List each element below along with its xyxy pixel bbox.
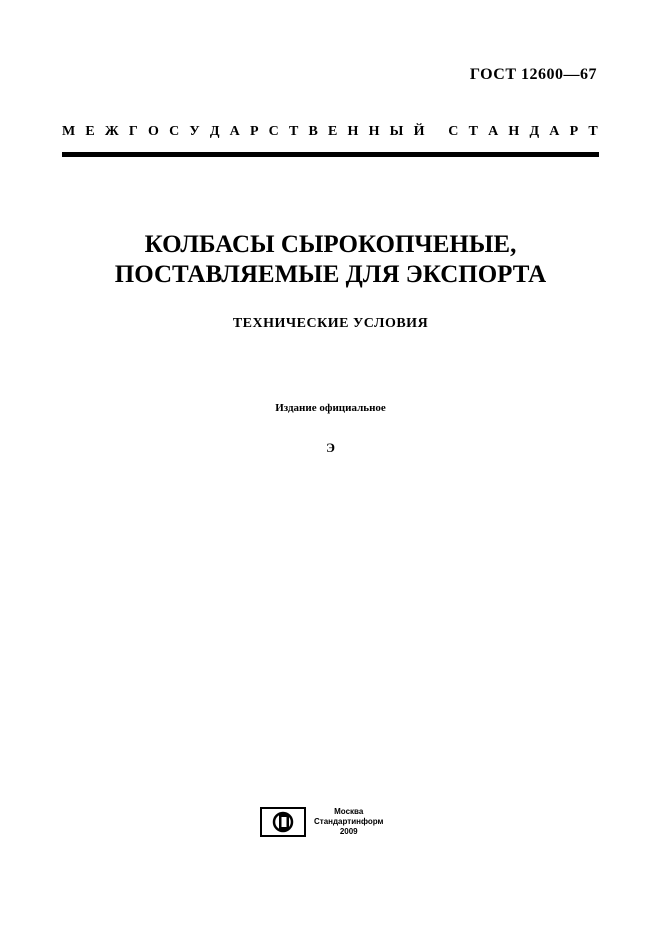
document-code: ГОСТ 12600—67 bbox=[469, 66, 597, 83]
standard-type-letter: С bbox=[169, 124, 180, 139]
standard-type-letter: С bbox=[268, 124, 279, 139]
standard-type-letter: Ы bbox=[389, 124, 404, 139]
standard-type-letter: Р bbox=[569, 124, 579, 139]
standard-type-letter: Н bbox=[368, 124, 380, 139]
document-title bbox=[0, 230, 661, 290]
standartinform-logo-icon bbox=[260, 807, 306, 837]
publisher-name: Стандартинформ bbox=[314, 817, 384, 826]
standard-type-letter: Р bbox=[249, 124, 259, 139]
standard-type-letter: А bbox=[488, 124, 499, 139]
edition-mark: Э bbox=[326, 440, 335, 455]
standard-type-letter: Н bbox=[508, 124, 520, 139]
standard-type bbox=[62, 124, 598, 140]
standard-type-letter: С bbox=[448, 124, 459, 139]
publisher-block bbox=[260, 806, 383, 838]
document-subtitle: ТЕХНИЧЕСКИЕ УСЛОВИЯ bbox=[232, 316, 429, 331]
standard-type-letter: О bbox=[148, 124, 159, 139]
publisher-year: 2009 bbox=[339, 827, 358, 836]
standard-type-letter: Й bbox=[413, 124, 425, 139]
standard-type-letter: Д bbox=[529, 124, 540, 139]
standard-type-letter: Т bbox=[468, 124, 478, 139]
publisher-city: Москва bbox=[334, 807, 364, 816]
header-rule bbox=[62, 152, 599, 157]
standard-type-letter: Е bbox=[85, 124, 95, 139]
standard-type-letter: В bbox=[308, 124, 318, 139]
standard-type-letter: У bbox=[189, 124, 200, 139]
standard-type-letter: М bbox=[62, 124, 76, 139]
standard-type-letter: Т bbox=[588, 124, 598, 139]
title-line-2: ПОСТАВЛЯЕМЫЕ ДЛЯ ЭКСПОРТА bbox=[114, 261, 547, 288]
standard-type-letter: Г bbox=[128, 124, 138, 139]
standard-type-gap bbox=[435, 124, 439, 140]
title-line-1: КОЛБАСЫ СЫРОКОПЧЕНЫЕ, bbox=[144, 231, 517, 258]
standard-type-letter: А bbox=[549, 124, 560, 139]
standard-type-letter: А bbox=[229, 124, 240, 139]
publisher-text bbox=[314, 807, 383, 837]
standard-type-letter: Ж bbox=[104, 124, 119, 139]
standard-type-letter: Т bbox=[288, 124, 299, 139]
standard-type-letter: Н bbox=[347, 124, 359, 139]
standard-type-letter: Д bbox=[209, 124, 220, 139]
standard-type-letter: Е bbox=[328, 124, 338, 139]
edition-label: Издание официальное bbox=[275, 402, 386, 414]
